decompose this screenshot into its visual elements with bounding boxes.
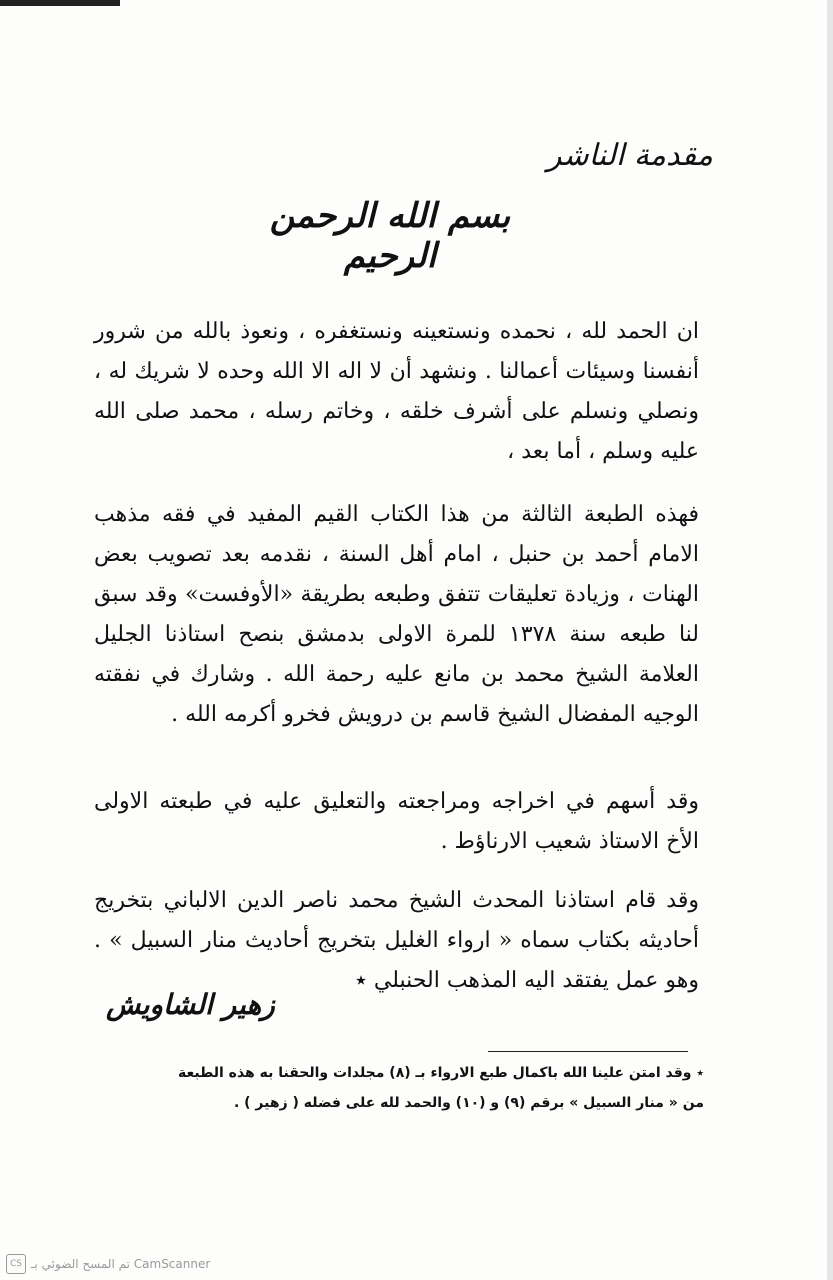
paragraph-1: ان الحمد لله ، نحمده ونستعينه ونستغفره ، ونعوذ بالله من شرور أنفسنا وسيئات أعمالنا . ونشهد أن لا اله الا الله وحده لا شريك له ، ونصلي ونسلم على أشرف خلقه ، وخاتم رسله ، محمد صلى الله عليه وسلم ، أما بعد ،	[94, 319, 699, 464]
basmala-calligraphy: بسم الله الرحمن الرحيم	[269, 196, 511, 276]
paragraph-4: وقد قام استاذنا المحدث الشيخ محمد ناصر الدين الالباني بتخريج أحاديثه بكتاب سماه « ارواء الغليل بتخريج أحاديث منار السبيل » . وهو عمل يفتقد اليه المذهب الحنبلي ٭	[94, 888, 699, 993]
page-edge-shadow	[827, 0, 833, 1280]
camscanner-logo-icon: CS	[6, 1254, 26, 1274]
footnote-line-1: ٭ وقد امتن علينا الله باكمال طبع الارواء بـ (٨) مجلدات والحقنا به هذه الطبعة	[178, 1065, 704, 1081]
scan-edge-mark	[0, 0, 120, 6]
camscanner-watermark	[6, 1254, 210, 1274]
footnote	[94, 1058, 704, 1118]
footnote-line-2: من « منار السبيل » برقم (٩) و (١٠) والحمد لله على فضله ( زهير ) .	[233, 1095, 704, 1111]
watermark-text: تم المسح الضوئي بـ CamScanner	[31, 1257, 211, 1271]
page-heading: مقدمة الناشر	[546, 138, 713, 173]
paragraph-2: فهذه الطبعة الثالثة من هذا الكتاب القيم المفيد في فقه مذهب الامام أحمد بن حنبل ، امام أهل السنة ، نقدمه بعد تصويب بعض الهنات ، وزيادة تعليقات تتفق وطبعه بطريقة «الأوفست» وقد سبق لنا طبعه سنة ١٣٧٨ للمرة الاولى بدمشق بنصح استاذنا الجليل العلامة الشيخ محمد بن مانع عليه رحمة الله . وشارك في نفقته الوجيه المفضال الشيخ قاسم بن درويش فخرو أكرمه الله .	[94, 502, 700, 727]
footnote-divider	[488, 1051, 688, 1052]
paragraph-3: وقد أسهم في اخراجه ومراجعته والتعليق عليه في طبعته الاولى الأخ الاستاذ شعيب الارناؤط .	[94, 789, 699, 854]
author-signature: زهير الشاويش	[106, 988, 275, 1021]
